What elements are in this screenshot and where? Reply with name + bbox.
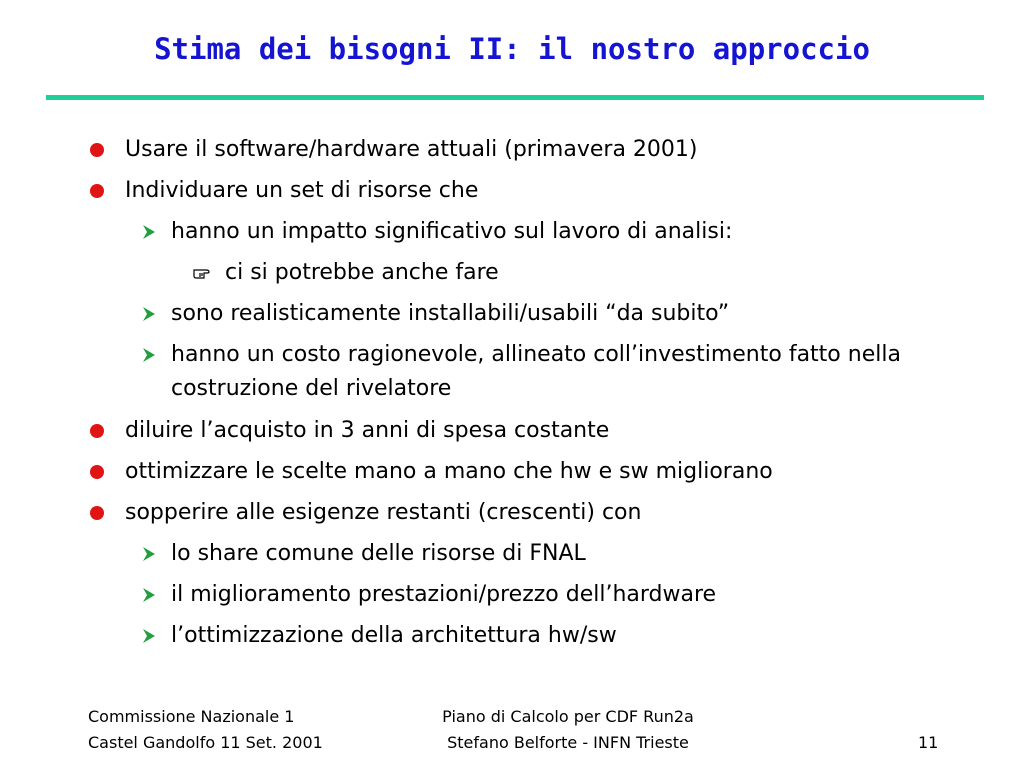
sub-bullet-item: l’ottimizzazione della architettura hw/sw [171,623,617,648]
footer-center-line1: Piano di Calcolo per CDF Run2a [442,707,694,726]
footer-left-line1: Commissione Nazionale 1 [88,707,295,726]
sub-sub-bullet-item: ci si potrebbe anche fare [225,260,499,285]
footer-center-line2: Stefano Belforte - INFN Trieste [447,733,689,752]
red-dot-bullet-icon [90,143,104,157]
red-dot-bullet-icon [90,506,104,520]
sub-bullet-item: lo share comune delle risorse di FNAL [171,541,586,566]
red-dot-bullet-icon [90,424,104,438]
bullet-item: Individuare un set di risorse che [125,178,479,203]
sub-bullet-item: il miglioramento prestazioni/prezzo dell’hardware [171,582,717,607]
bullet-item: ottimizzare le scelte mano a mano che hw e sw migliorano [125,459,773,484]
arrowhead-bullet-icon [141,587,157,603]
slide-title: Stima dei bisogni II: il nostro approccio [154,32,870,66]
bullet-item: diluire l’acquisto in 3 anni di spesa costante [125,418,610,443]
footer-center [0,704,1024,756]
page-number: 11 [918,733,939,752]
pointing-hand-bullet-icon [193,264,215,280]
arrowhead-bullet-icon [141,347,157,363]
title-divider [46,95,984,100]
sub-bullet-item: hanno un costo ragionevole, allineato coll’investimento fatto nella costruzione del rivelatore [171,342,901,401]
footer-left-line2: Castel Gandolfo 11 Set. 2001 [88,733,323,752]
arrowhead-bullet-icon [141,306,157,322]
arrowhead-bullet-icon [141,224,157,240]
bullet-item: Usare il software/hardware attuali (primavera 2001) [125,137,698,162]
sub-bullet-item: sono realisticamente installabili/usabili “da subito” [171,301,730,326]
sub-bullet-item: hanno un impatto significativo sul lavoro di analisi: [171,219,733,244]
red-dot-bullet-icon [90,184,104,198]
bullet-item: sopperire alle esigenze restanti (crescenti) con [125,500,642,525]
arrowhead-bullet-icon [141,546,157,562]
arrowhead-bullet-icon [141,628,157,644]
red-dot-bullet-icon [90,465,104,479]
